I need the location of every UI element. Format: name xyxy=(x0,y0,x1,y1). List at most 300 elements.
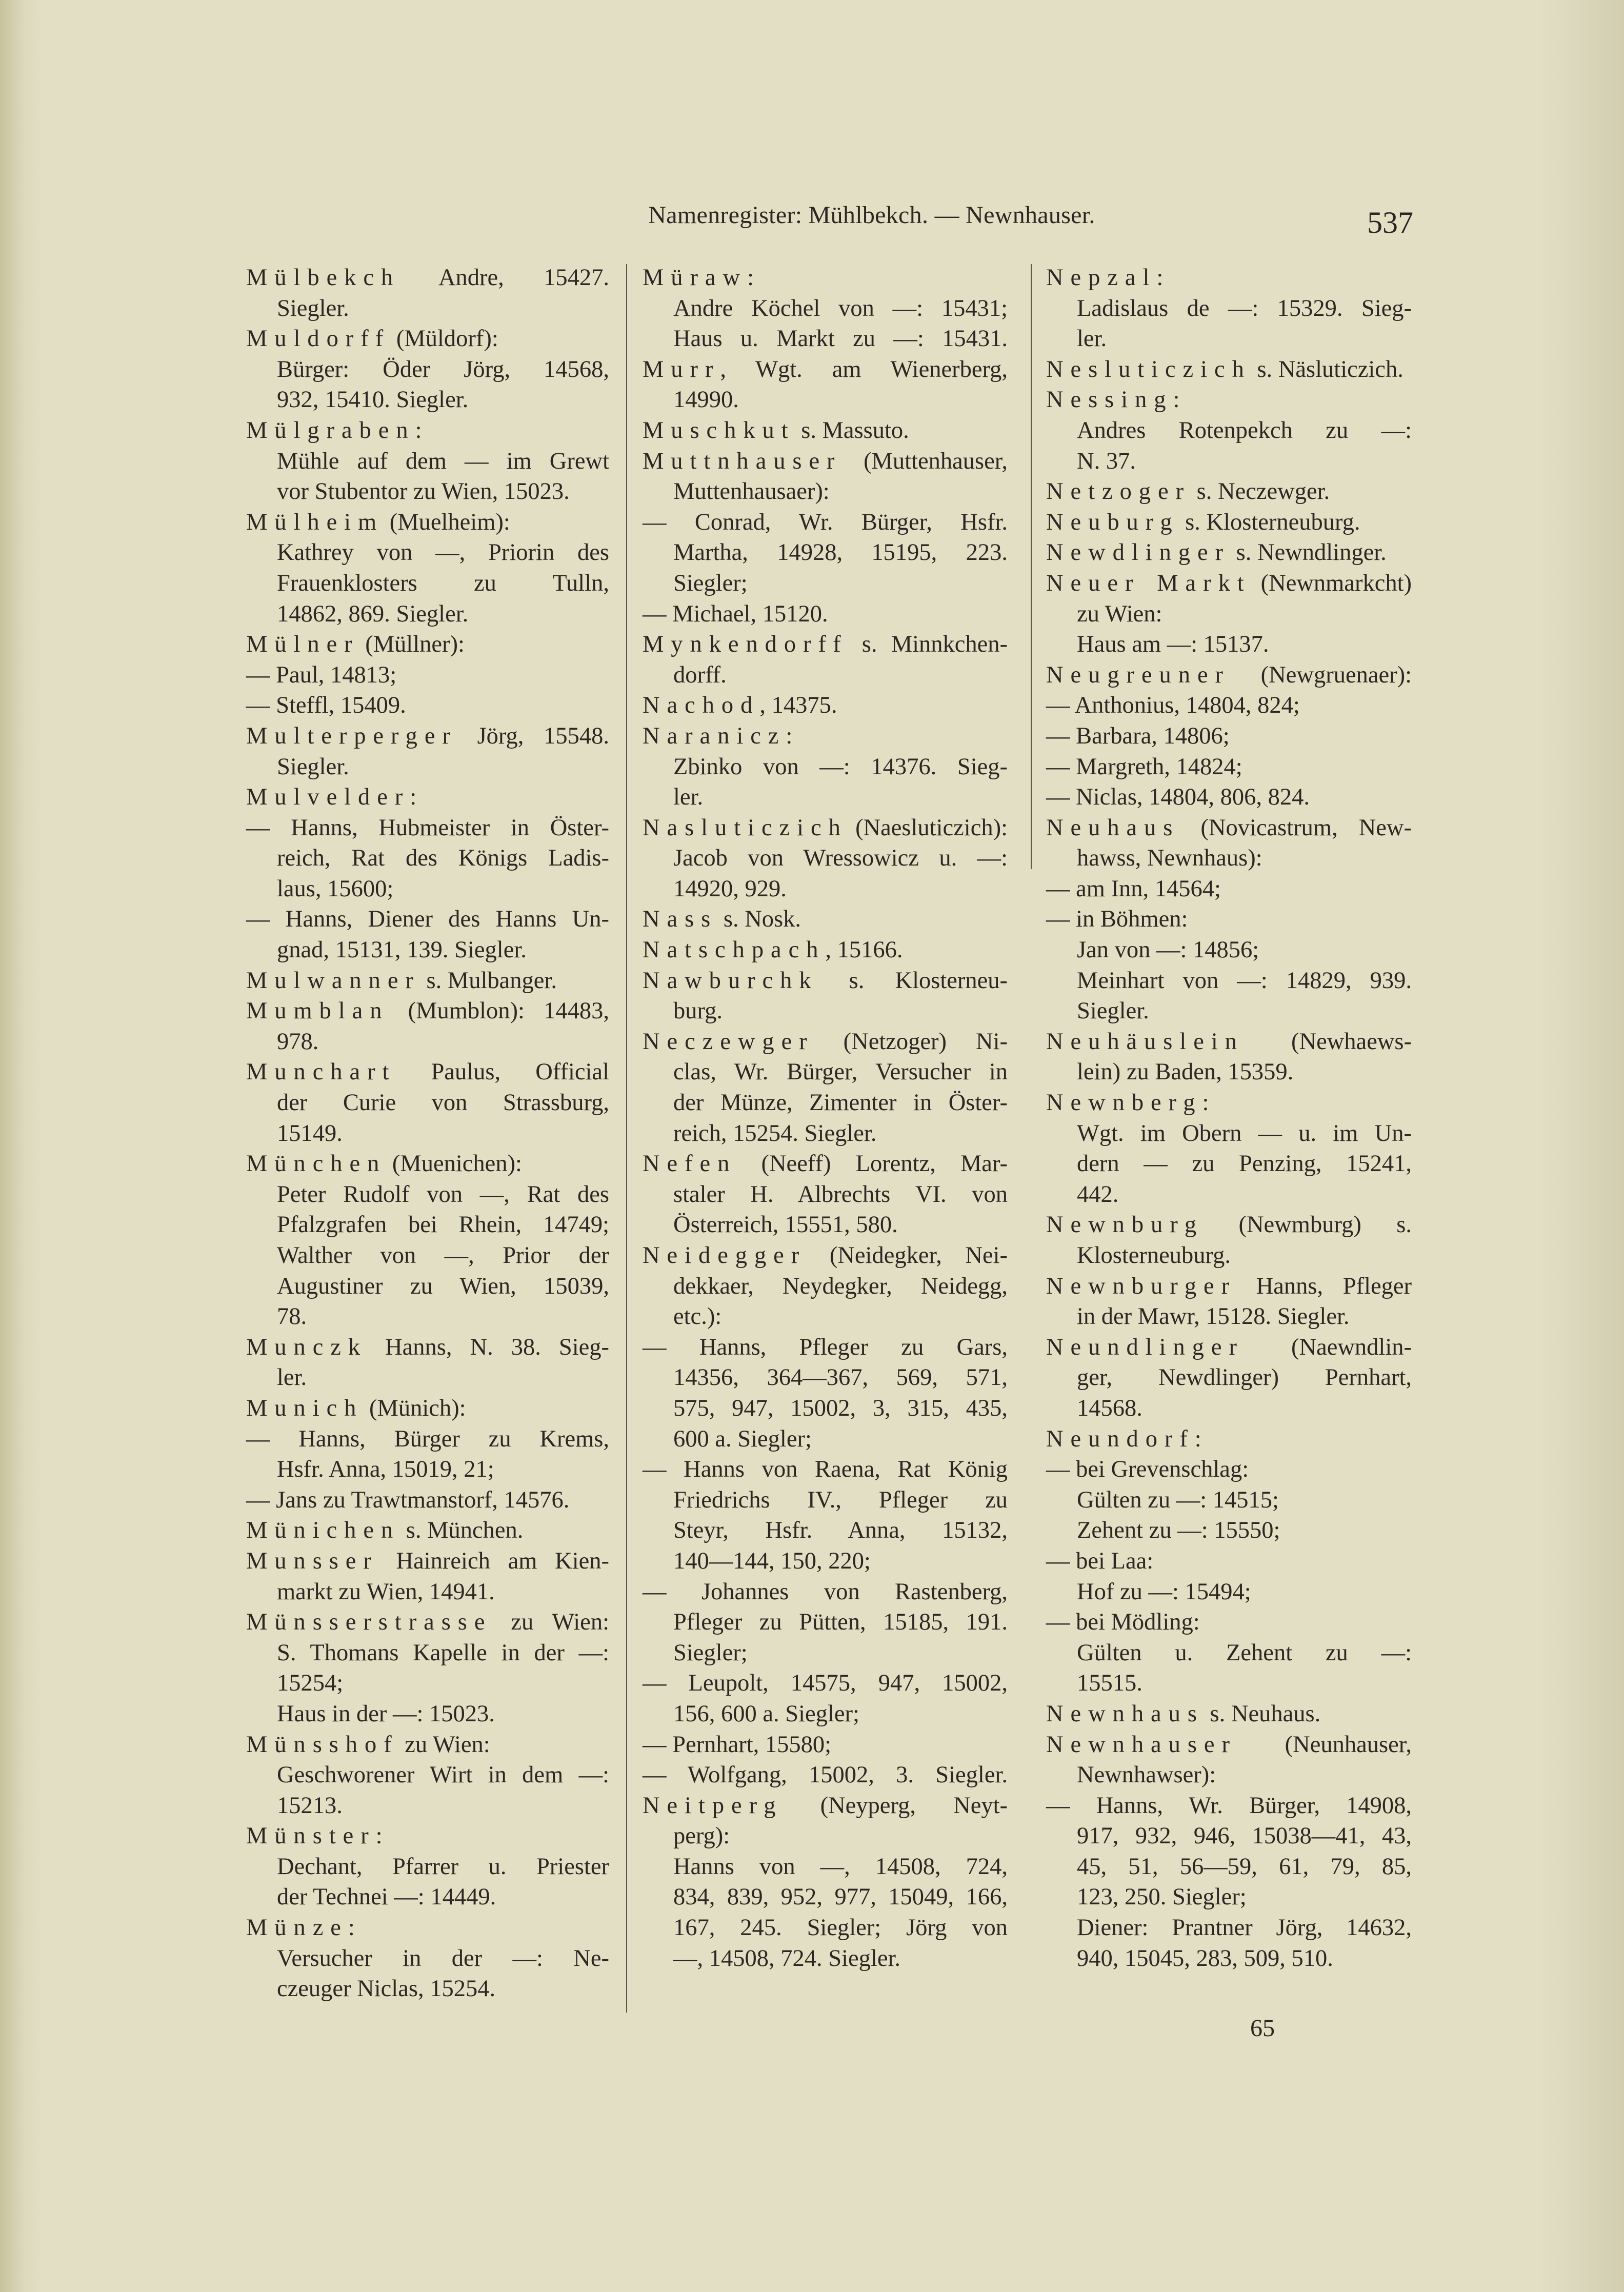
index-line xyxy=(643,354,1008,385)
index-headword: Natschpach xyxy=(643,937,826,963)
index-line xyxy=(643,1913,1008,1943)
index-line xyxy=(1046,293,1412,324)
index-text: s. Minnkchen- xyxy=(848,631,1008,658)
index-line xyxy=(246,782,609,813)
index-headword: Mumblan xyxy=(246,998,389,1024)
column-divider-1 xyxy=(626,264,627,2013)
index-line xyxy=(643,874,1008,904)
index-text: 978. xyxy=(277,1028,319,1055)
index-line xyxy=(246,1393,609,1424)
index-line xyxy=(643,599,1008,630)
index-headword: Neuhaus xyxy=(1046,814,1180,841)
index-text: — Hanns, Diener des Hanns Un- xyxy=(246,906,609,933)
index-line xyxy=(643,1240,1008,1271)
index-headword: Netzoger xyxy=(1046,478,1191,505)
index-headword: Munczk xyxy=(246,1334,368,1360)
index-text: —, 14508, 724. Siegler. xyxy=(673,1945,901,1972)
index-line xyxy=(246,1485,609,1516)
index-line xyxy=(1046,996,1412,1027)
index-text: (Neeff) Lorentz, Mar- xyxy=(736,1151,1008,1177)
index-text: : xyxy=(375,1823,383,1849)
index-line xyxy=(1046,721,1412,752)
index-text: Wgt. im Obern — u. im Un- xyxy=(1077,1120,1412,1147)
index-text: Siegler; xyxy=(673,1639,748,1666)
index-headword: Naranicz xyxy=(643,722,786,749)
index-line xyxy=(246,996,609,1027)
index-headword: Muttnhauser xyxy=(643,448,842,474)
index-line xyxy=(643,1791,1008,1821)
index-line xyxy=(246,1027,609,1057)
index-line xyxy=(1046,1730,1412,1760)
index-text: perg): xyxy=(673,1823,730,1849)
index-headword: Neitperg xyxy=(643,1792,783,1819)
index-line xyxy=(643,752,1008,782)
index-text: — Hanns, Wr. Bürger, 14908, xyxy=(1046,1792,1412,1819)
index-line xyxy=(246,629,609,660)
index-text: der Münze, Zimenter in Öster- xyxy=(673,1090,1008,1116)
index-text: — Jans zu Trawtmanstorf, 14576. xyxy=(246,1486,570,1513)
index-headword: Mulwanner xyxy=(246,967,420,994)
index-line xyxy=(246,935,609,966)
index-text: (Neidegker, Nei- xyxy=(806,1242,1008,1269)
index-column-3 xyxy=(1046,263,1412,1974)
index-text: , 14375. xyxy=(759,692,837,719)
index-line xyxy=(643,1027,1008,1057)
index-text: lein) zu Baden, 15359. xyxy=(1077,1059,1294,1085)
index-text: (Newhaews- xyxy=(1244,1028,1412,1055)
index-line xyxy=(1046,752,1412,782)
index-headword: Münsshof xyxy=(246,1731,399,1758)
index-text: in der Mawr, 15128. Siegler. xyxy=(1077,1303,1350,1330)
index-text: (Netzoger) Ni- xyxy=(814,1028,1008,1055)
index-line xyxy=(643,721,1008,752)
index-line xyxy=(1046,813,1412,843)
index-text: 167, 245. Siegler; Jörg von xyxy=(673,1915,1008,1941)
index-line xyxy=(643,904,1008,935)
index-text: 834, 839, 952, 977, 15049, 166, xyxy=(673,1884,1008,1911)
index-line xyxy=(643,629,1008,660)
index-text: czeuger Niclas, 15254. xyxy=(277,1976,496,2002)
index-text: (Neyperg, Neyt- xyxy=(783,1792,1008,1819)
index-text: : xyxy=(1173,387,1180,413)
index-text: 140—144, 150, 220; xyxy=(673,1547,871,1574)
index-line xyxy=(1046,1088,1412,1118)
index-line xyxy=(246,507,609,538)
index-headword: Murr xyxy=(643,356,720,383)
index-headword: Newnberg xyxy=(1046,1090,1202,1116)
index-line xyxy=(643,293,1008,324)
index-text: 917, 932, 946, 15038—41, 43, xyxy=(1077,1823,1412,1849)
index-line xyxy=(1046,1913,1412,1943)
index-text: Haus am —: 15137. xyxy=(1077,631,1269,658)
index-line xyxy=(643,1730,1008,1760)
index-line xyxy=(246,1760,609,1791)
index-line xyxy=(1046,1332,1412,1363)
index-text: Hsfr. Anna, 15019, 21; xyxy=(277,1456,494,1483)
index-line xyxy=(643,1699,1008,1730)
index-line xyxy=(246,568,609,599)
index-line xyxy=(246,354,609,385)
index-text: — Michael, 15120. xyxy=(643,600,828,627)
index-line xyxy=(643,660,1008,691)
index-headword: Newnhauser xyxy=(1046,1731,1237,1758)
index-headword: Neundorf xyxy=(1046,1425,1195,1452)
index-line xyxy=(246,1546,609,1577)
index-line xyxy=(643,1821,1008,1852)
index-line xyxy=(1046,1943,1412,1974)
index-line xyxy=(246,966,609,996)
index-line xyxy=(643,782,1008,813)
index-text: 123, 250. Siegler; xyxy=(1077,1884,1247,1911)
index-text: (Naesluticzich): xyxy=(847,814,1008,841)
index-line xyxy=(246,1179,609,1210)
index-line xyxy=(1046,415,1412,446)
index-column-1 xyxy=(246,263,609,2004)
index-line xyxy=(643,1882,1008,1913)
index-text: burg. xyxy=(673,998,723,1024)
index-text: Pfleger zu Pütten, 15185, 191. xyxy=(673,1609,1008,1636)
index-headword: Mülheim xyxy=(246,509,384,535)
index-headword: Nesluticzich xyxy=(1046,356,1251,383)
index-line xyxy=(246,599,609,630)
index-text: ler. xyxy=(673,784,704,811)
index-text: s. Neuhaus. xyxy=(1204,1700,1321,1727)
index-line xyxy=(643,476,1008,507)
index-text: (Newgruenaer): xyxy=(1230,661,1412,688)
index-text: : xyxy=(1202,1090,1209,1116)
index-line xyxy=(1046,660,1412,691)
index-headword: Nachod xyxy=(643,692,760,719)
index-text: — Hanns, Pfleger zu Gars, xyxy=(643,1334,1008,1360)
index-headword: Münster xyxy=(246,1823,376,1849)
index-line xyxy=(1046,1362,1412,1393)
index-line xyxy=(1046,599,1412,630)
index-headword: Newnburger xyxy=(1046,1273,1237,1299)
index-line xyxy=(1046,1515,1412,1546)
index-text: — in Böhmen: xyxy=(1046,906,1188,933)
index-headword: Münze xyxy=(246,1915,348,1941)
index-line xyxy=(246,690,609,721)
index-text: (Neunhauser, xyxy=(1236,1731,1412,1758)
index-line xyxy=(1046,1424,1412,1455)
index-line xyxy=(246,476,609,507)
index-line xyxy=(246,1271,609,1302)
index-headword: Mülner xyxy=(246,631,359,658)
index-text: 14356, 364—367, 569, 571, xyxy=(673,1364,1008,1391)
index-line xyxy=(643,1424,1008,1455)
index-text: 940, 15045, 283, 509, 510. xyxy=(1077,1945,1333,1972)
index-line xyxy=(643,415,1008,446)
index-text: Andres Rotenpekch zu —: xyxy=(1077,417,1412,444)
signature-number: 65 xyxy=(1250,2015,1275,2042)
index-text: Paulus, Official xyxy=(396,1059,609,1085)
index-line xyxy=(1046,1760,1412,1791)
index-text: markt zu Wien, 14941. xyxy=(277,1578,495,1605)
index-headword: Münsserstrasse xyxy=(246,1609,492,1636)
index-text: — bei Grevenschlag: xyxy=(1046,1456,1249,1483)
index-line xyxy=(643,1943,1008,1974)
index-text: Mühle auf dem — im Grewt xyxy=(277,448,609,474)
index-line xyxy=(643,1852,1008,1882)
index-line xyxy=(1046,1791,1412,1821)
index-line xyxy=(1046,1821,1412,1852)
index-line xyxy=(643,1546,1008,1577)
index-line xyxy=(246,843,609,874)
index-line xyxy=(1046,1118,1412,1149)
index-line xyxy=(246,415,609,446)
index-headword: Neidegger xyxy=(643,1242,807,1269)
index-text: Versucher in der —: Ne- xyxy=(277,1945,609,1972)
index-headword: Nessing xyxy=(1046,387,1173,413)
index-text: s. München. xyxy=(400,1517,524,1544)
index-line xyxy=(643,1454,1008,1485)
index-headword: Muschkut xyxy=(643,417,795,444)
index-headword: Neugreuner xyxy=(1046,661,1230,688)
index-text: Hanns von —, 14508, 724, xyxy=(673,1853,1008,1880)
index-text: (Muelheim): xyxy=(384,509,510,535)
index-line xyxy=(1046,385,1412,415)
index-text: vor Stubentor zu Wien, 15023. xyxy=(277,478,570,505)
index-headword: Newdlinger xyxy=(1046,539,1231,566)
index-text: (Müllner): xyxy=(359,631,465,658)
index-line xyxy=(246,1454,609,1485)
index-text: 575, 947, 15002, 3, 315, 435, xyxy=(673,1395,1008,1421)
index-line xyxy=(643,1607,1008,1638)
index-text: 15515. xyxy=(1077,1670,1142,1697)
index-text: , 15166. xyxy=(825,937,903,963)
index-line xyxy=(643,1760,1008,1791)
index-headword: Newnburg xyxy=(1046,1212,1204,1238)
index-line xyxy=(1046,935,1412,966)
index-line xyxy=(246,1668,609,1699)
index-line xyxy=(1046,1546,1412,1577)
index-text: Kathrey von —, Priorin des xyxy=(277,539,609,566)
index-text: — Pernhart, 15580; xyxy=(643,1731,832,1758)
index-text: Jörg, 15548. xyxy=(457,722,609,749)
index-text: 15213. xyxy=(277,1792,343,1819)
index-line xyxy=(1046,1454,1412,1485)
index-line xyxy=(1046,1240,1412,1271)
index-text: Siegler. xyxy=(1077,998,1149,1024)
index-line xyxy=(643,966,1008,996)
index-line xyxy=(1046,1301,1412,1332)
index-line xyxy=(1046,1607,1412,1638)
index-line xyxy=(1046,507,1412,538)
index-text: Österreich, 15551, 580. xyxy=(673,1212,898,1238)
index-line xyxy=(1046,476,1412,507)
index-line xyxy=(1046,1027,1412,1057)
index-line xyxy=(643,1668,1008,1699)
index-line xyxy=(643,690,1008,721)
index-text: S. Thomans Kapelle in der —: xyxy=(277,1639,609,1666)
index-line xyxy=(643,1088,1008,1118)
index-line xyxy=(246,1088,609,1118)
index-headword: München xyxy=(246,1151,387,1177)
index-line xyxy=(1046,1393,1412,1424)
index-headword: Nasluticzich xyxy=(643,814,848,841)
index-headword: Münichen xyxy=(246,1517,400,1544)
index-text: ger, Newdlinger) Pernhart, xyxy=(1077,1364,1412,1391)
index-text: der Technei —: 14449. xyxy=(277,1884,496,1911)
index-line xyxy=(643,1393,1008,1424)
index-headword: Nefen xyxy=(643,1151,737,1177)
index-line xyxy=(1046,629,1412,660)
index-text: (Müldorf): xyxy=(390,326,498,352)
index-text: 156, 600 a. Siegler; xyxy=(673,1700,859,1727)
index-line xyxy=(643,1485,1008,1516)
index-text: Peter Rudolf von —, Rat des xyxy=(277,1181,609,1208)
index-line xyxy=(246,904,609,935)
index-line xyxy=(246,1638,609,1668)
index-headword: Müraw xyxy=(643,265,748,291)
index-text: zu Wien: xyxy=(398,1731,490,1758)
index-line xyxy=(1046,446,1412,477)
index-line xyxy=(1046,1149,1412,1179)
index-line xyxy=(1046,904,1412,935)
index-line xyxy=(643,1577,1008,1607)
index-line xyxy=(1046,782,1412,813)
index-headword: Munich xyxy=(246,1395,364,1421)
index-text: , Wgt. am Wienerberg, xyxy=(720,356,1008,383)
index-text: — Johannes von Rastenberg, xyxy=(643,1578,1008,1605)
index-line xyxy=(1046,1271,1412,1302)
index-line xyxy=(643,324,1008,354)
index-text: ler. xyxy=(277,1364,307,1391)
index-line xyxy=(1046,1699,1412,1730)
index-text: — am Inn, 14564; xyxy=(1046,875,1221,902)
index-text: Jan von —: 14856; xyxy=(1077,937,1259,963)
index-line xyxy=(246,1057,609,1088)
index-text: Hainreich am Kien- xyxy=(378,1547,609,1574)
index-text: laus, 15600; xyxy=(277,875,394,902)
index-text: Andre, 15427. xyxy=(400,265,609,291)
index-line xyxy=(246,660,609,691)
index-text: — Barbara, 14806; xyxy=(1046,722,1230,749)
index-text: zu Wien: xyxy=(1077,600,1162,627)
index-line xyxy=(643,1301,1008,1332)
index-line xyxy=(643,385,1008,415)
index-text: Geschworener Wirt in dem —: xyxy=(277,1762,609,1788)
index-text: s. Näsluticzich. xyxy=(1251,356,1404,383)
index-line xyxy=(643,1332,1008,1363)
index-text: Pfalzgrafen bei Rhein, 14749; xyxy=(277,1212,609,1238)
index-line xyxy=(246,1730,609,1760)
index-line xyxy=(643,996,1008,1027)
index-text: dorff. xyxy=(673,661,727,688)
column-divider-2 xyxy=(1031,264,1032,869)
index-line xyxy=(246,446,609,477)
index-text: Ladislaus de —: 15329. Sieg- xyxy=(1077,295,1412,321)
index-line xyxy=(1046,537,1412,568)
index-line xyxy=(643,446,1008,477)
index-line xyxy=(246,813,609,843)
index-text: 78. xyxy=(277,1303,307,1330)
index-line xyxy=(246,1362,609,1393)
index-text: 15149. xyxy=(277,1120,343,1147)
index-line xyxy=(246,1699,609,1730)
index-line xyxy=(246,263,609,293)
index-text: Walther von —, Prior der xyxy=(277,1242,609,1269)
index-text: — bei Laa: xyxy=(1046,1547,1154,1574)
index-text: staler H. Albrechts VI. von xyxy=(673,1181,1008,1208)
index-headword: Nass xyxy=(643,906,718,933)
index-line xyxy=(1046,1057,1412,1088)
index-text: : xyxy=(348,1915,355,1941)
index-text: — Leupolt, 14575, 947, 15002, xyxy=(643,1670,1008,1697)
index-text: 932, 15410. Siegler. xyxy=(277,387,469,413)
index-text: Jacob von Wressowicz u. —: xyxy=(673,845,1008,872)
index-line xyxy=(1046,1668,1412,1699)
index-line xyxy=(246,385,609,415)
index-text: — Hanns, Bürger zu Krems, xyxy=(246,1425,609,1452)
index-line xyxy=(1046,324,1412,354)
index-text: Gülten u. Zehent zu —: xyxy=(1077,1639,1412,1666)
index-text: (Muenichen): xyxy=(386,1151,522,1177)
index-line xyxy=(643,263,1008,293)
index-line xyxy=(246,1821,609,1852)
index-headword: Nepzal xyxy=(1046,265,1157,291)
index-line xyxy=(246,324,609,354)
index-headword: Newnhaus xyxy=(1046,1700,1204,1727)
index-text: : xyxy=(1156,265,1164,291)
index-line xyxy=(1046,568,1412,599)
index-text: s. Massuto. xyxy=(795,417,909,444)
index-text: 14568. xyxy=(1077,1395,1142,1421)
index-text: (Mumblon): 14483, xyxy=(389,998,609,1024)
index-line xyxy=(246,1943,609,1974)
index-text: 442. xyxy=(1077,1181,1119,1208)
index-headword: Mynkendorff xyxy=(643,631,848,658)
index-text: Newnhawser): xyxy=(1077,1762,1216,1788)
index-text: Hof zu —: 15494; xyxy=(1077,1578,1251,1605)
index-line xyxy=(246,752,609,782)
index-text: (Muttenhauser, xyxy=(841,448,1008,474)
index-line xyxy=(643,1362,1008,1393)
index-text: — Anthonius, 14804, 824; xyxy=(1046,692,1300,719)
index-text: : xyxy=(1194,1425,1201,1452)
index-line xyxy=(643,537,1008,568)
index-line xyxy=(1046,1485,1412,1516)
index-text: s. Nosk. xyxy=(717,906,801,933)
index-line xyxy=(246,1210,609,1240)
index-line xyxy=(1046,263,1412,293)
index-text: — Steffl, 15409. xyxy=(246,692,406,719)
running-header: Namenregister: Mühlbekch. — Newnhauser. xyxy=(648,202,1095,229)
index-text: Hanns, Pfleger xyxy=(1236,1273,1412,1299)
index-line xyxy=(1046,874,1412,904)
index-text: 14920, 929. xyxy=(673,875,787,902)
index-text: Siegler. xyxy=(277,295,349,321)
index-text: — Margreth, 14824; xyxy=(1046,753,1242,780)
index-line xyxy=(643,813,1008,843)
index-text: 45, 51, 56—59, 61, 79, 85, xyxy=(1077,1853,1412,1880)
index-line xyxy=(643,507,1008,538)
index-text: — Hanns von Raena, Rat König xyxy=(643,1456,1008,1483)
index-text: hawss, Newnhaus): xyxy=(1077,845,1262,872)
index-text: — Paul, 14813; xyxy=(246,661,397,688)
index-line xyxy=(643,843,1008,874)
index-text: (Novicastrum, New- xyxy=(1179,814,1412,841)
index-line xyxy=(246,293,609,324)
index-headword: Neuer Markt xyxy=(1046,570,1251,596)
index-text: Haus in der —: 15023. xyxy=(277,1700,495,1727)
index-text: (Newnmarkcht) xyxy=(1251,570,1412,596)
index-line xyxy=(643,935,1008,966)
index-line xyxy=(246,537,609,568)
index-line xyxy=(643,1271,1008,1302)
index-text: — Conrad, Wr. Bürger, Hsfr. xyxy=(643,509,1008,535)
index-line xyxy=(246,721,609,752)
